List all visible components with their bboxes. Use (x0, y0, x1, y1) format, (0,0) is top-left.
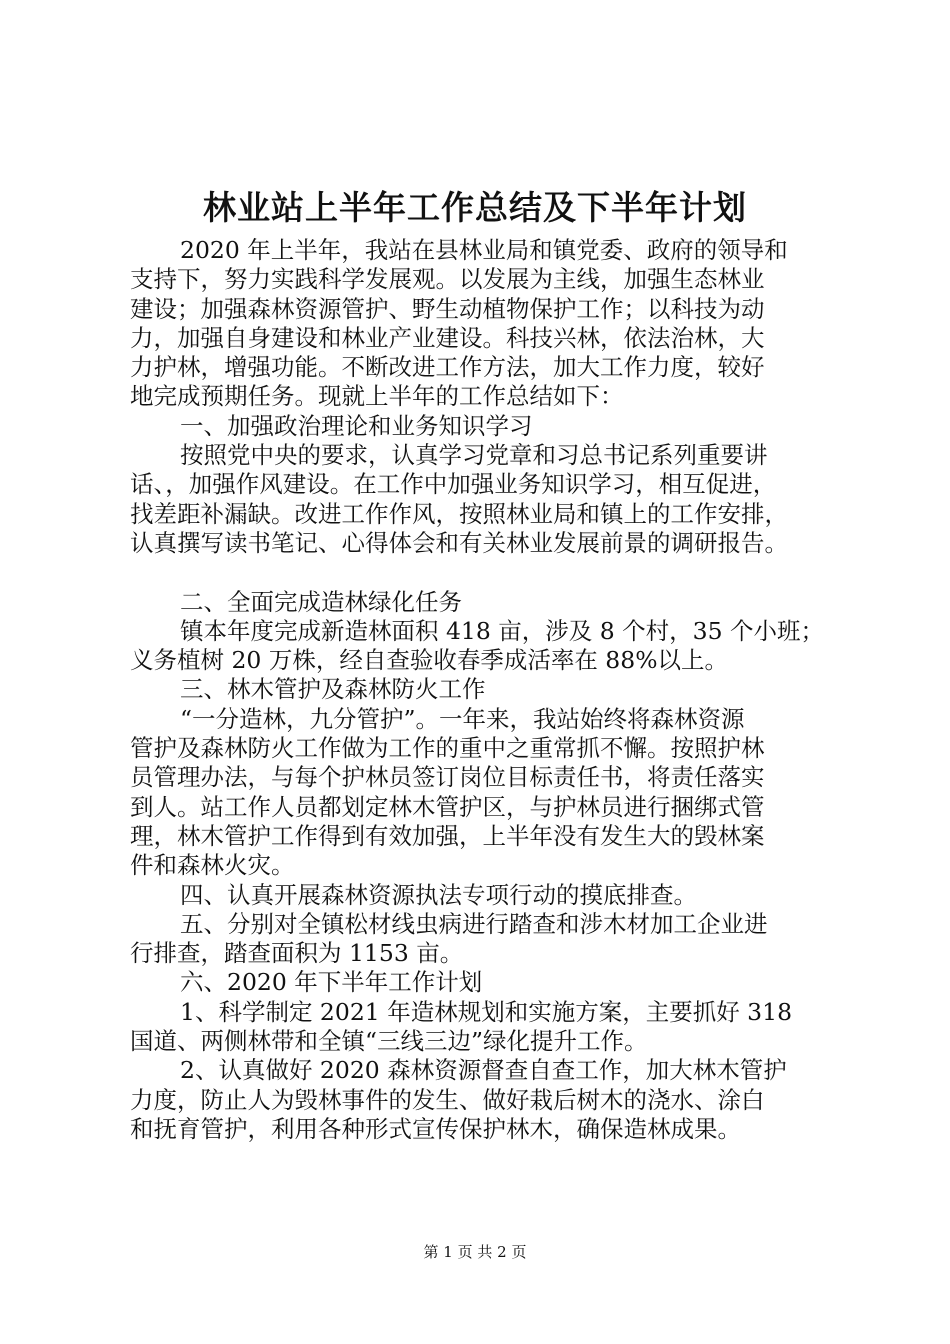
paragraph-line: 理，林木管护工作得到有效加强，上半年没有发生大的毁林案 (130, 821, 765, 850)
paragraph-line: 件和森林火灾。 (130, 851, 295, 880)
section-heading: 六、2020 年下半年工作计划 (180, 968, 483, 997)
section-heading: 四、认真开展森林资源执法专项行动的摸底排查。 (180, 880, 697, 909)
paragraph-line: 认真撰写读书笔记、心得体会和有关林业发展前景的调研报告。 (130, 528, 788, 557)
paragraph-line: 话、，加强作风建设。在工作中加强业务知识学习，相互促进， (130, 470, 777, 499)
paragraph-line: “一分造林，九分管护”。一年来，我站始终将森林资源 (180, 704, 745, 733)
paragraph-line: 管护及森林防火工作做为工作的重中之重常抓不懈。按照护林 (130, 734, 765, 763)
page-footer: 第 1 页 共 2 页 (423, 1243, 527, 1261)
paragraph-line: 2020 年上半年，我站在县林业局和镇党委、政府的领导和 (180, 236, 788, 264)
paragraph-line: 力护林，增强功能。不断改进工作方法，加大工作力度，较好 (130, 353, 765, 382)
paragraph-line: 到人。站工作人员都划定林木管护区，与护林员进行捆绑式管 (130, 792, 765, 821)
section-heading: 三、林木管护及森林防火工作 (180, 675, 486, 704)
paragraph-line: 力，加强自身建设和林业产业建设。科技兴林，依法治林，大 (130, 323, 765, 352)
paragraph-line: 支持下，努力实践科学发展观。以发展为主线，加强生态林业 (130, 265, 765, 294)
paragraph-line: 国道、两侧林带和全镇“三线三边”绿化提升工作。 (130, 1027, 648, 1056)
document-title: 林业站上半年工作总结及下半年计划 (203, 188, 747, 227)
paragraph-line: 义务植树 20 万株，经自查验收春季成活率在 88%以上。 (130, 646, 729, 675)
paragraph-line: 按照党中央的要求，认真学习党章和习总书记系列重要讲 (180, 441, 768, 470)
paragraph-line: 力度，防止人为毁林事件的发生、做好栽后树木的浇水、涂白 (130, 1085, 765, 1114)
paragraph-line: 和抚育管护，利用各种形式宣传保护林木，确保造林成果。 (130, 1114, 741, 1143)
paragraph-line: 员管理办法，与每个护林员签订岗位目标责任书，将责任落实 (130, 763, 765, 792)
blank-line (130, 558, 845, 587)
section-heading: 五、分别对全镇松材线虫病进行踏查和涉木材加工企业进 (180, 909, 768, 938)
section-heading: 一、加强政治理论和业务知识学习 (180, 411, 533, 440)
document-body (130, 236, 845, 1144)
section-heading: 二、全面完成造林绿化任务 (180, 587, 462, 616)
paragraph-line: 镇本年度完成新造林面积 418 亩，涉及 8 个村，35 个小班； (180, 616, 825, 645)
paragraph-line: 地完成预期任务。现就上半年的工作总结如下： (130, 382, 624, 411)
paragraph-line: 找差距补漏缺。改进工作作风，按照林业局和镇上的工作安排， (130, 499, 788, 528)
paragraph-line: 行排查，踏查面积为 1153 亩。 (130, 939, 464, 968)
paragraph-line: 2、认真做好 2020 森林资源督查自查工作，加大林木管护 (180, 1056, 787, 1085)
paragraph-line: 建设；加强森林资源管护、野生动植物保护工作；以科技为动 (130, 294, 765, 323)
paragraph-line: 1、科学制定 2021 年造林规划和实施方案，主要抓好 318 (180, 997, 793, 1026)
